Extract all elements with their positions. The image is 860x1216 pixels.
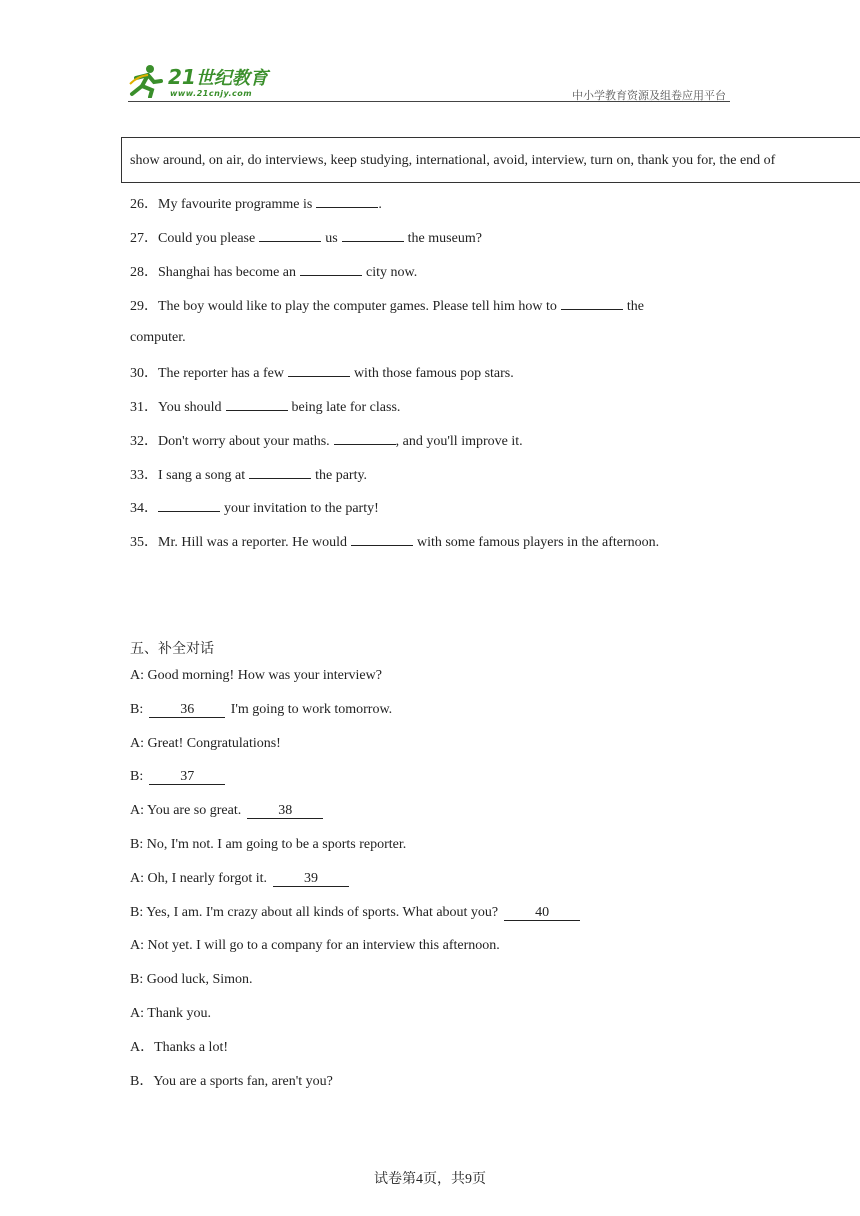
question-32: 32．Don't worry about your maths. , and you'll improve it.	[130, 431, 523, 451]
logo-text	[168, 64, 268, 90]
answer-blank[interactable]	[259, 228, 321, 242]
question-31: 31．You should being late for class.	[130, 397, 400, 417]
dialogue-answer-blank[interactable]: 36	[149, 702, 225, 718]
dialogue-line: B: 36 I'm going to work tomorrow.	[130, 702, 393, 717]
answer-blank[interactable]	[316, 194, 378, 208]
page-footer: 试卷第4页，共9页	[374, 1172, 486, 1187]
answer-blank[interactable]	[351, 532, 413, 546]
logo-number: 21	[168, 65, 196, 89]
answer-blank[interactable]	[249, 465, 311, 479]
logo-url: www.21cnjy.com	[170, 89, 253, 98]
dialogue-line: A: Not yet. I will go to a company for an interview this afternoon.	[130, 938, 500, 953]
question-30: 30．The reporter has a few with those famous pop stars.	[130, 363, 514, 383]
option-b: B．You are a sports fan, aren't you?	[130, 1074, 333, 1089]
dialogue-answer-blank[interactable]: 40	[504, 905, 580, 921]
option-a: A．Thanks a lot!	[130, 1040, 228, 1055]
section-title: 五、补全对话	[130, 641, 214, 657]
question-28: 28．Shanghai has become an city now.	[130, 262, 417, 282]
dialogue-line: B: No, I'm not. I am going to be a sports reporter.	[130, 837, 407, 852]
dialogue-line: A: You are so great. 38	[130, 802, 323, 820]
question-35: 35．Mr. Hill was a reporter. He would with some famous players in the afternoon.	[130, 532, 659, 552]
dialogue-line: B: Yes, I am. I'm crazy about all kinds of sports. What about you? 40	[130, 904, 580, 922]
dialogue-line: A: Good morning! How was your interview?	[130, 668, 382, 683]
answer-blank[interactable]	[158, 498, 220, 512]
logo	[128, 62, 268, 102]
logo-cn: 世纪教育	[195, 68, 268, 89]
answer-blank[interactable]	[342, 228, 404, 242]
answer-blank[interactable]	[561, 296, 623, 310]
platform-title: 中小学教育资源及组卷应用平台	[572, 89, 726, 102]
answer-blank[interactable]	[334, 431, 396, 445]
dialogue-line: A: Great! Congratulations!	[130, 736, 281, 751]
dialogue-answer-blank[interactable]: 39	[273, 871, 349, 887]
question-33: 33．I sang a song at the party.	[130, 465, 367, 485]
runner-logo-icon	[128, 64, 164, 98]
answer-blank[interactable]	[288, 363, 350, 377]
dialogue-line: B: 37	[130, 768, 225, 786]
question-34: 34． your invitation to the party!	[130, 498, 379, 518]
question-26: 26．My favourite programme is .	[130, 194, 382, 214]
dialogue-line: A: Thank you.	[130, 1006, 212, 1021]
dialogue-answer-blank[interactable]: 38	[247, 803, 323, 819]
dialogue-answer-blank[interactable]: 37	[149, 769, 225, 785]
word-bank-box	[121, 137, 860, 183]
answer-blank[interactable]	[300, 262, 362, 276]
question-27: 27．Could you please us the museum?	[130, 228, 482, 248]
question-29: 29．The boy would like to play the computer games. Please tell him how to the	[130, 296, 644, 316]
word-bank-text: show around, on air, do interviews, keep studying, international, avoid, interview, turn on, thank you for, the end of	[130, 153, 776, 168]
answer-blank[interactable]	[226, 397, 288, 411]
dialogue-line: A: Oh, I nearly forgot it. 39	[130, 870, 349, 888]
question-29-continued: computer.	[130, 330, 186, 345]
page-header	[128, 62, 730, 104]
dialogue-line: B: Good luck, Simon.	[130, 972, 253, 987]
header-divider	[128, 101, 730, 102]
